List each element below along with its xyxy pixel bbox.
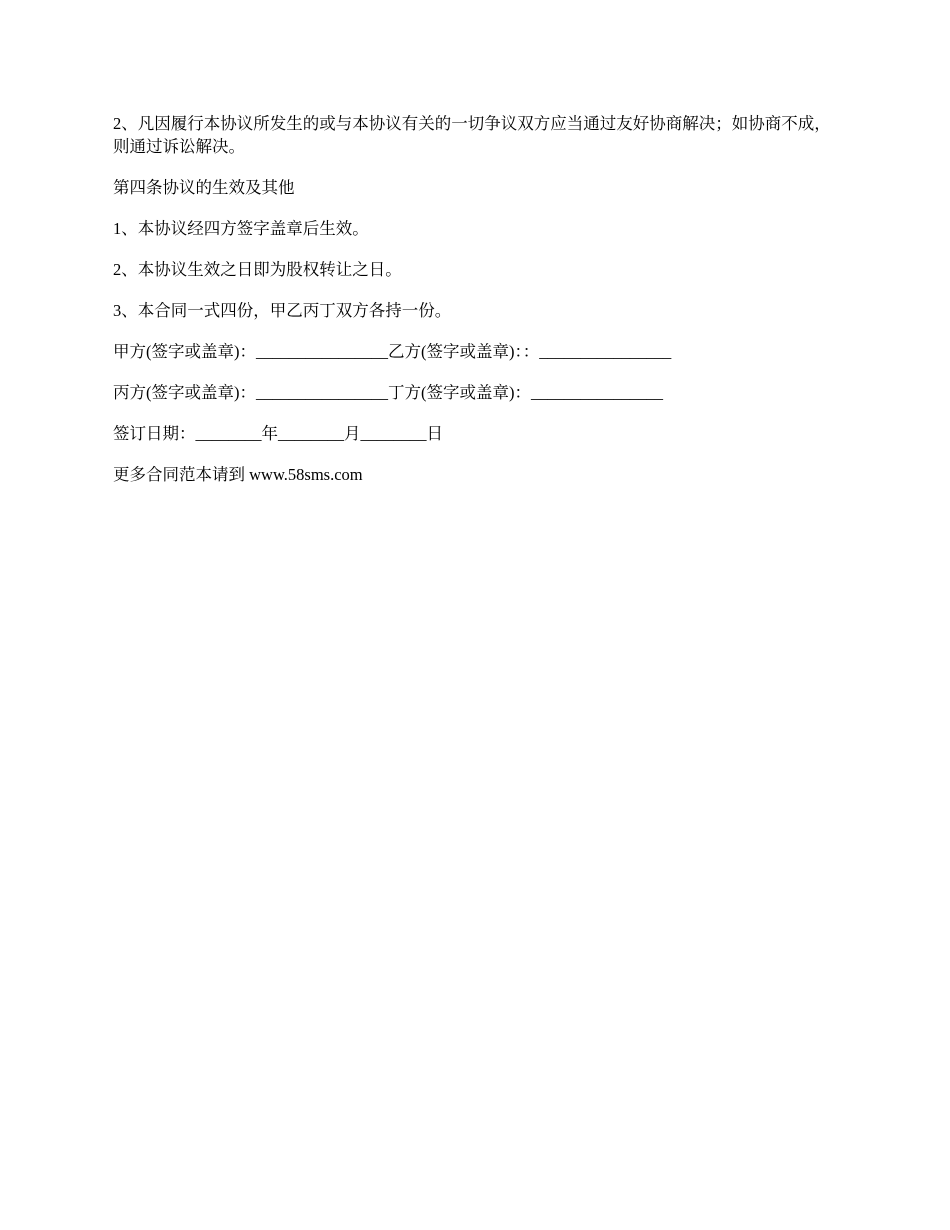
footer-website-note: 更多合同范本请到 www.58sms.com [113, 465, 363, 484]
effectiveness-clause: 1、本协议经四方签字盖章后生效。 [113, 219, 369, 238]
signature-line-party-a-b: 甲方(签字或盖章)：________________乙方(签字或盖章)：：________________ [113, 342, 672, 361]
section-heading-article-four: 第四条协议的生效及其他 [113, 178, 295, 197]
document-body [113, 112, 838, 504]
copies-clause: 3、本合同一式四份，甲乙丙丁双方各持一份。 [113, 301, 452, 320]
transfer-date-clause: 2、本协议生效之日即为股权转让之日。 [113, 260, 402, 279]
signing-date-line: 签订日期：________年________月________日 [113, 424, 443, 443]
signature-line-party-c-d: 丙方(签字或盖章)：________________丁方(签字或盖章)：________________ [113, 383, 663, 402]
dispute-resolution-clause: 2、凡因履行本协议所发生的或与本协议有关的一切争议双方应当通过友好协商解决；如协商不成，则通过诉讼解决。 [113, 114, 831, 156]
